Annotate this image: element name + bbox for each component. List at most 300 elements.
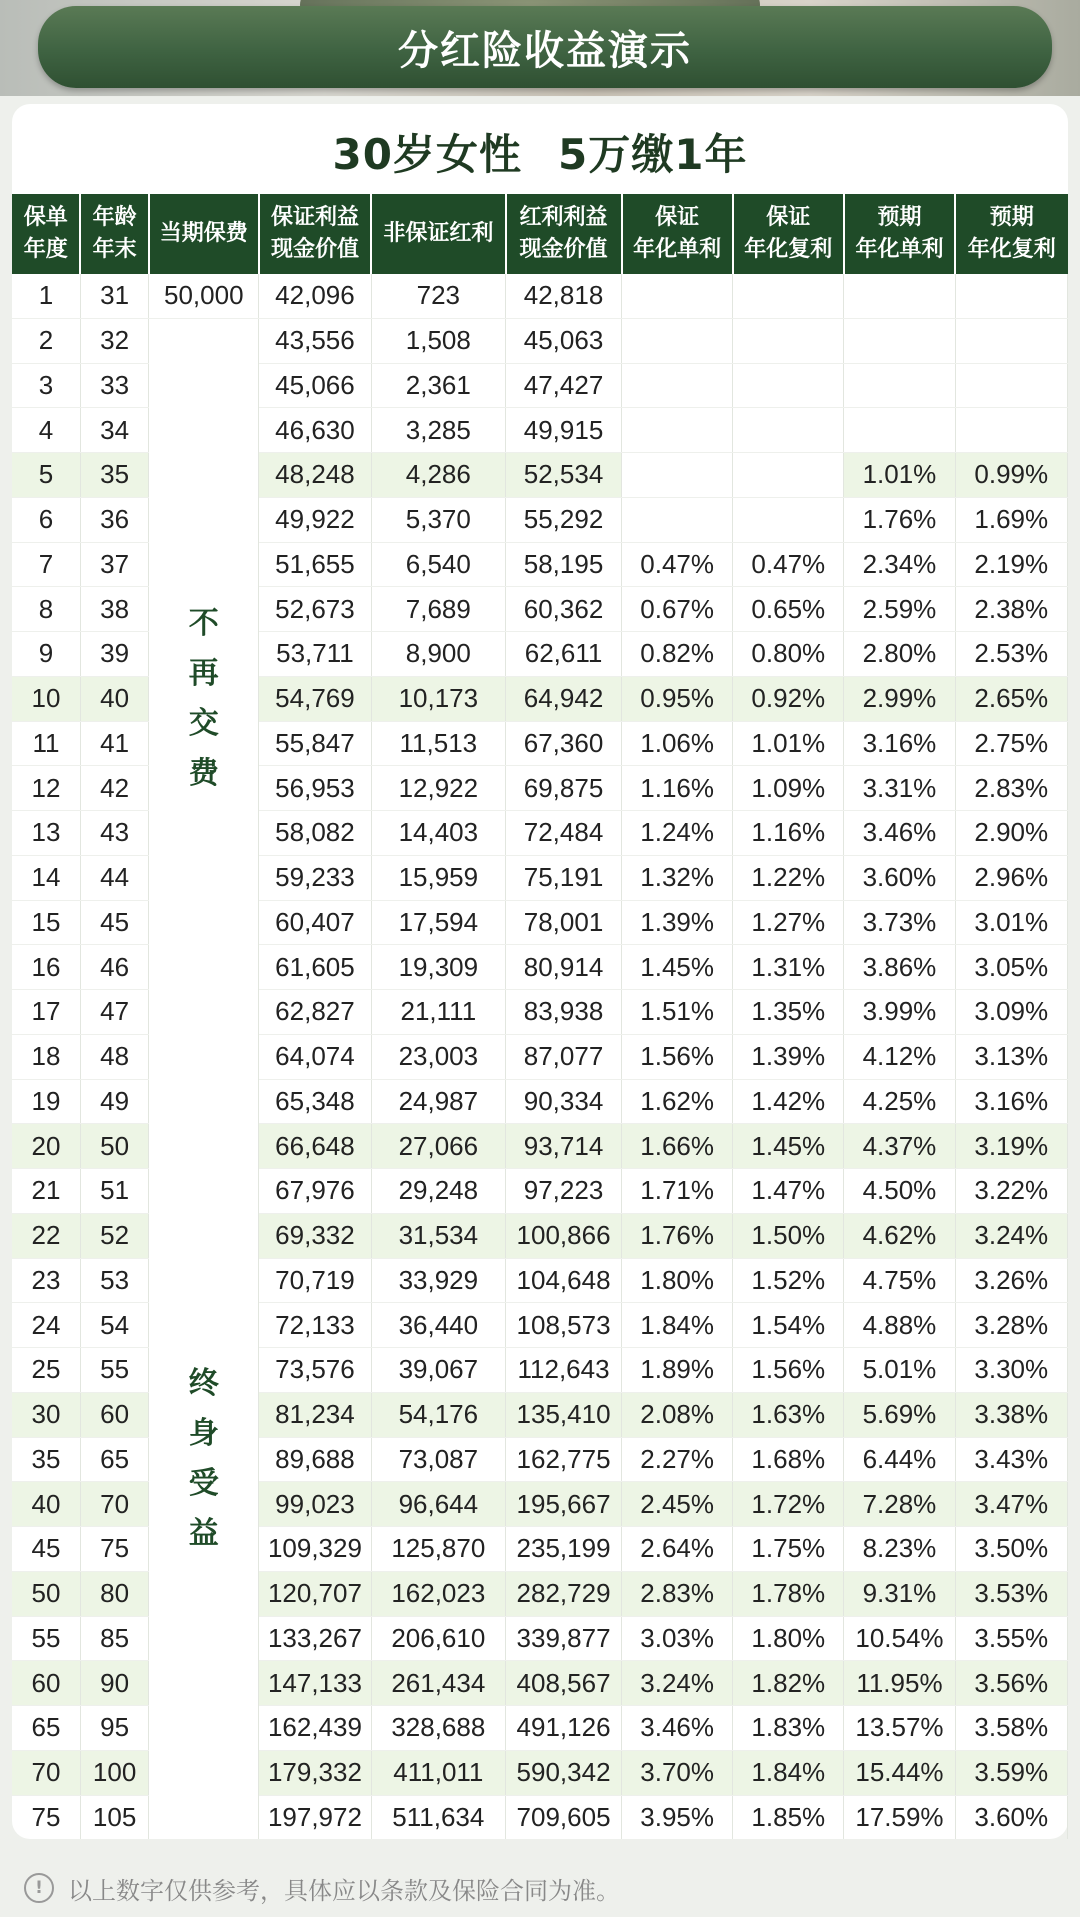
content-card — [12, 104, 1068, 1839]
expected-compound-rate-cell: 1.69% — [955, 497, 1067, 542]
policy-year-cell: 23 — [12, 1258, 80, 1303]
guaranteed-simple-rate-cell: 1.45% — [622, 945, 733, 990]
column-header-line: 非保证红利 — [383, 221, 494, 246]
dividend-cash-value-cell: 135,410 — [506, 1392, 622, 1437]
age-cell: 85 — [80, 1616, 148, 1661]
column-header — [259, 194, 371, 274]
policy-year-cell: 35 — [12, 1437, 80, 1482]
guaranteed-cash-value-cell: 51,655 — [259, 542, 371, 587]
age-cell: 105 — [80, 1795, 148, 1840]
table-header-row — [12, 194, 1068, 274]
column-header-line: 保证 — [766, 205, 811, 230]
premium-note-cell — [149, 318, 259, 1840]
subtitle-profile: 30岁女性 — [332, 130, 522, 179]
policy-year-cell: 17 — [12, 990, 80, 1035]
guaranteed-simple-rate-cell: 3.95% — [622, 1795, 733, 1840]
expected-simple-rate-cell: 2.59% — [844, 587, 955, 632]
expected-compound-rate-cell: 3.16% — [955, 1079, 1067, 1124]
age-cell: 31 — [80, 274, 148, 318]
age-cell: 95 — [80, 1706, 148, 1751]
guaranteed-simple-rate-cell: 1.39% — [622, 900, 733, 945]
policy-year-cell: 16 — [12, 945, 80, 990]
column-header-line: 预期 — [877, 205, 922, 230]
guaranteed-cash-value-cell: 162,439 — [259, 1706, 371, 1751]
age-cell: 48 — [80, 1034, 148, 1079]
dividend-cash-value-cell: 55,292 — [506, 497, 622, 542]
guaranteed-compound-rate-cell: 1.09% — [733, 766, 844, 811]
subtitle-plan: 5万缴1年 — [558, 130, 748, 179]
non-guaranteed-dividend-cell: 24,987 — [371, 1079, 505, 1124]
age-cell: 90 — [80, 1661, 148, 1706]
expected-compound-rate-cell: 3.55% — [955, 1616, 1067, 1661]
guaranteed-cash-value-cell: 53,711 — [259, 632, 371, 677]
column-header-line: 年化复利 — [967, 237, 1056, 262]
dividend-cash-value-cell: 108,573 — [506, 1303, 622, 1348]
lifetime-benefit-label: 终 身 受 益 — [188, 1367, 219, 1551]
subtitle — [12, 122, 1068, 182]
guaranteed-compound-rate-cell — [733, 408, 844, 453]
guaranteed-cash-value-cell: 62,827 — [259, 990, 371, 1035]
guaranteed-compound-rate-cell: 0.92% — [733, 676, 844, 721]
non-guaranteed-dividend-cell: 1,508 — [371, 318, 505, 363]
guaranteed-cash-value-cell: 52,673 — [259, 587, 371, 632]
guaranteed-cash-value-cell: 59,233 — [259, 855, 371, 900]
expected-simple-rate-cell: 3.99% — [844, 990, 955, 1035]
non-guaranteed-dividend-cell: 125,870 — [371, 1527, 505, 1572]
age-cell: 50 — [80, 1124, 148, 1169]
guaranteed-compound-rate-cell: 1.82% — [733, 1661, 844, 1706]
column-header-line: 年化单利 — [855, 237, 944, 262]
expected-simple-rate-cell: 9.31% — [844, 1571, 955, 1616]
non-guaranteed-dividend-cell: 6,540 — [371, 542, 505, 587]
expected-compound-rate-cell: 3.58% — [955, 1706, 1067, 1751]
dividend-cash-value-cell: 83,938 — [506, 990, 622, 1035]
guaranteed-compound-rate-cell: 1.78% — [733, 1571, 844, 1616]
age-cell: 38 — [80, 587, 148, 632]
age-cell: 80 — [80, 1571, 148, 1616]
expected-simple-rate-cell — [844, 318, 955, 363]
dividend-cash-value-cell: 42,818 — [506, 274, 622, 318]
expected-simple-rate-cell: 10.54% — [844, 1616, 955, 1661]
guaranteed-cash-value-cell: 46,630 — [259, 408, 371, 453]
column-header — [622, 194, 733, 274]
guaranteed-simple-rate-cell: 1.66% — [622, 1124, 733, 1169]
column-header-line: 现金价值 — [519, 237, 608, 262]
guaranteed-simple-rate-cell: 0.95% — [622, 676, 733, 721]
guaranteed-cash-value-cell: 72,133 — [259, 1303, 371, 1348]
guaranteed-compound-rate-cell — [733, 274, 844, 318]
guaranteed-compound-rate-cell — [733, 497, 844, 542]
non-guaranteed-dividend-cell: 14,403 — [371, 811, 505, 856]
guaranteed-simple-rate-cell: 2.64% — [622, 1527, 733, 1572]
disclaimer-text: 以上数字仅供参考，具体应以条款及保险合同为准。 — [68, 1876, 620, 1905]
disclaimer — [24, 1868, 620, 1908]
age-cell: 55 — [80, 1348, 148, 1393]
age-cell: 39 — [80, 632, 148, 677]
policy-year-cell: 4 — [12, 408, 80, 453]
non-guaranteed-dividend-cell: 2,361 — [371, 363, 505, 408]
age-cell: 70 — [80, 1482, 148, 1527]
guaranteed-compound-rate-cell: 1.22% — [733, 855, 844, 900]
policy-year-cell: 12 — [12, 766, 80, 811]
expected-compound-rate-cell: 2.19% — [955, 542, 1067, 587]
age-cell: 36 — [80, 497, 148, 542]
expected-compound-rate-cell: 3.53% — [955, 1571, 1067, 1616]
expected-compound-rate-cell: 2.96% — [955, 855, 1067, 900]
policy-year-cell: 30 — [12, 1392, 80, 1437]
non-guaranteed-dividend-cell: 29,248 — [371, 1169, 505, 1214]
non-guaranteed-dividend-cell: 19,309 — [371, 945, 505, 990]
policy-year-cell: 8 — [12, 587, 80, 632]
guaranteed-compound-rate-cell: 1.45% — [733, 1124, 844, 1169]
age-cell: 33 — [80, 363, 148, 408]
column-header-line: 红利利益 — [519, 205, 608, 230]
expected-simple-rate-cell: 5.69% — [844, 1392, 955, 1437]
expected-simple-rate-cell: 15.44% — [844, 1750, 955, 1795]
expected-simple-rate-cell: 6.44% — [844, 1437, 955, 1482]
expected-compound-rate-cell: 3.43% — [955, 1437, 1067, 1482]
guaranteed-compound-rate-cell: 1.27% — [733, 900, 844, 945]
guaranteed-simple-rate-cell — [622, 453, 733, 498]
expected-compound-rate-cell: 3.05% — [955, 945, 1067, 990]
expected-compound-rate-cell — [955, 408, 1067, 453]
column-header — [12, 194, 80, 274]
age-cell: 54 — [80, 1303, 148, 1348]
expected-simple-rate-cell: 4.75% — [844, 1258, 955, 1303]
dividend-cash-value-cell: 282,729 — [506, 1571, 622, 1616]
guaranteed-compound-rate-cell: 1.01% — [733, 721, 844, 766]
guaranteed-simple-rate-cell — [622, 318, 733, 363]
guaranteed-cash-value-cell: 64,074 — [259, 1034, 371, 1079]
non-guaranteed-dividend-cell: 36,440 — [371, 1303, 505, 1348]
non-guaranteed-dividend-cell: 31,534 — [371, 1213, 505, 1258]
age-cell: 60 — [80, 1392, 148, 1437]
guaranteed-cash-value-cell: 54,769 — [259, 676, 371, 721]
age-cell: 32 — [80, 318, 148, 363]
expected-simple-rate-cell: 2.99% — [844, 676, 955, 721]
dividend-cash-value-cell: 235,199 — [506, 1527, 622, 1572]
expected-simple-rate-cell — [844, 274, 955, 318]
guaranteed-cash-value-cell: 65,348 — [259, 1079, 371, 1124]
guaranteed-compound-rate-cell: 1.63% — [733, 1392, 844, 1437]
guaranteed-simple-rate-cell: 2.08% — [622, 1392, 733, 1437]
policy-year-cell: 60 — [12, 1661, 80, 1706]
policy-year-cell: 25 — [12, 1348, 80, 1393]
dividend-cash-value-cell: 67,360 — [506, 721, 622, 766]
expected-compound-rate-cell: 3.60% — [955, 1795, 1067, 1840]
guaranteed-simple-rate-cell: 3.03% — [622, 1616, 733, 1661]
expected-simple-rate-cell: 1.01% — [844, 453, 955, 498]
age-cell: 34 — [80, 408, 148, 453]
guaranteed-simple-rate-cell — [622, 408, 733, 453]
expected-compound-rate-cell: 3.01% — [955, 900, 1067, 945]
expected-compound-rate-cell: 2.65% — [955, 676, 1067, 721]
dividend-cash-value-cell: 49,915 — [506, 408, 622, 453]
age-cell: 45 — [80, 900, 148, 945]
guaranteed-cash-value-cell: 179,332 — [259, 1750, 371, 1795]
policy-year-cell: 9 — [12, 632, 80, 677]
expected-compound-rate-cell: 3.59% — [955, 1750, 1067, 1795]
column-header-line: 年化复利 — [744, 237, 833, 262]
expected-simple-rate-cell: 13.57% — [844, 1706, 955, 1751]
expected-compound-rate-cell: 3.28% — [955, 1303, 1067, 1348]
expected-compound-rate-cell: 3.26% — [955, 1258, 1067, 1303]
non-guaranteed-dividend-cell: 162,023 — [371, 1571, 505, 1616]
expected-compound-rate-cell: 3.50% — [955, 1527, 1067, 1572]
guaranteed-cash-value-cell: 60,407 — [259, 900, 371, 945]
dividend-cash-value-cell: 90,334 — [506, 1079, 622, 1124]
guaranteed-cash-value-cell: 147,133 — [259, 1661, 371, 1706]
non-guaranteed-dividend-cell: 3,285 — [371, 408, 505, 453]
dividend-cash-value-cell: 104,648 — [506, 1258, 622, 1303]
expected-simple-rate-cell: 3.60% — [844, 855, 955, 900]
expected-compound-rate-cell — [955, 274, 1067, 318]
expected-compound-rate-cell: 3.56% — [955, 1661, 1067, 1706]
guaranteed-compound-rate-cell: 1.72% — [733, 1482, 844, 1527]
guaranteed-cash-value-cell: 109,329 — [259, 1527, 371, 1572]
premium-cell: 50,000 — [149, 274, 259, 318]
non-guaranteed-dividend-cell: 54,176 — [371, 1392, 505, 1437]
policy-year-cell: 11 — [12, 721, 80, 766]
guaranteed-simple-rate-cell: 2.83% — [622, 1571, 733, 1616]
non-guaranteed-dividend-cell: 27,066 — [371, 1124, 505, 1169]
expected-simple-rate-cell: 8.23% — [844, 1527, 955, 1572]
guaranteed-cash-value-cell: 67,976 — [259, 1169, 371, 1214]
expected-compound-rate-cell: 3.13% — [955, 1034, 1067, 1079]
expected-simple-rate-cell: 4.37% — [844, 1124, 955, 1169]
guaranteed-compound-rate-cell: 1.75% — [733, 1527, 844, 1572]
no-more-payment-label: 不 再 交 费 — [188, 606, 219, 790]
guaranteed-compound-rate-cell: 1.35% — [733, 990, 844, 1035]
dividend-cash-value-cell: 75,191 — [506, 855, 622, 900]
expected-compound-rate-cell: 3.30% — [955, 1348, 1067, 1393]
guaranteed-simple-rate-cell: 1.51% — [622, 990, 733, 1035]
guaranteed-simple-rate-cell: 1.56% — [622, 1034, 733, 1079]
expected-simple-rate-cell: 2.34% — [844, 542, 955, 587]
expected-simple-rate-cell — [844, 408, 955, 453]
guaranteed-simple-rate-cell: 2.27% — [622, 1437, 733, 1482]
dividend-cash-value-cell: 47,427 — [506, 363, 622, 408]
policy-year-cell: 1 — [12, 274, 80, 318]
guaranteed-simple-rate-cell: 1.62% — [622, 1079, 733, 1124]
column-header — [80, 194, 148, 274]
guaranteed-compound-rate-cell: 1.80% — [733, 1616, 844, 1661]
column-header — [506, 194, 622, 274]
guaranteed-compound-rate-cell — [733, 318, 844, 363]
expected-compound-rate-cell: 3.09% — [955, 990, 1067, 1035]
policy-year-cell: 10 — [12, 676, 80, 721]
expected-simple-rate-cell: 3.46% — [844, 811, 955, 856]
non-guaranteed-dividend-cell: 73,087 — [371, 1437, 505, 1482]
dividend-cash-value-cell: 97,223 — [506, 1169, 622, 1214]
non-guaranteed-dividend-cell: 12,922 — [371, 766, 505, 811]
guaranteed-cash-value-cell: 66,648 — [259, 1124, 371, 1169]
policy-year-cell: 6 — [12, 497, 80, 542]
expected-compound-rate-cell: 3.22% — [955, 1169, 1067, 1214]
expected-compound-rate-cell: 3.24% — [955, 1213, 1067, 1258]
policy-year-cell: 19 — [12, 1079, 80, 1124]
dividend-cash-value-cell: 590,342 — [506, 1750, 622, 1795]
dividend-cash-value-cell: 62,611 — [506, 632, 622, 677]
age-cell: 43 — [80, 811, 148, 856]
guaranteed-cash-value-cell: 69,332 — [259, 1213, 371, 1258]
column-header-line: 年末 — [92, 237, 137, 262]
non-guaranteed-dividend-cell: 39,067 — [371, 1348, 505, 1393]
guaranteed-compound-rate-cell: 1.16% — [733, 811, 844, 856]
expected-simple-rate-cell: 4.62% — [844, 1213, 955, 1258]
guaranteed-compound-rate-cell: 1.68% — [733, 1437, 844, 1482]
guaranteed-simple-rate-cell — [622, 497, 733, 542]
column-header — [844, 194, 955, 274]
expected-simple-rate-cell: 2.80% — [844, 632, 955, 677]
guaranteed-cash-value-cell: 56,953 — [259, 766, 371, 811]
policy-year-cell: 20 — [12, 1124, 80, 1169]
guaranteed-compound-rate-cell — [733, 363, 844, 408]
non-guaranteed-dividend-cell: 11,513 — [371, 721, 505, 766]
dividend-cash-value-cell: 87,077 — [506, 1034, 622, 1079]
non-guaranteed-dividend-cell: 33,929 — [371, 1258, 505, 1303]
guaranteed-compound-rate-cell: 1.56% — [733, 1348, 844, 1393]
guaranteed-cash-value-cell: 43,556 — [259, 318, 371, 363]
age-cell: 40 — [80, 676, 148, 721]
dividend-cash-value-cell: 100,866 — [506, 1213, 622, 1258]
guaranteed-cash-value-cell: 81,234 — [259, 1392, 371, 1437]
age-cell: 35 — [80, 453, 148, 498]
column-header — [955, 194, 1067, 274]
guaranteed-simple-rate-cell: 1.32% — [622, 855, 733, 900]
guaranteed-simple-rate-cell: 3.70% — [622, 1750, 733, 1795]
non-guaranteed-dividend-cell: 4,286 — [371, 453, 505, 498]
policy-year-cell: 2 — [12, 318, 80, 363]
table-row — [12, 274, 1068, 318]
guaranteed-compound-rate-cell: 1.31% — [733, 945, 844, 990]
guaranteed-cash-value-cell: 197,972 — [259, 1795, 371, 1840]
guaranteed-compound-rate-cell: 1.54% — [733, 1303, 844, 1348]
guaranteed-simple-rate-cell: 3.24% — [622, 1661, 733, 1706]
guaranteed-compound-rate-cell: 0.47% — [733, 542, 844, 587]
column-header-line: 年度 — [23, 237, 68, 262]
policy-year-cell: 15 — [12, 900, 80, 945]
policy-year-cell: 13 — [12, 811, 80, 856]
guaranteed-cash-value-cell: 99,023 — [259, 1482, 371, 1527]
age-cell: 65 — [80, 1437, 148, 1482]
expected-simple-rate-cell: 4.25% — [844, 1079, 955, 1124]
guaranteed-cash-value-cell: 133,267 — [259, 1616, 371, 1661]
expected-simple-rate-cell: 4.88% — [844, 1303, 955, 1348]
policy-year-cell: 14 — [12, 855, 80, 900]
page-title: 分红险收益演示 — [398, 27, 692, 74]
policy-year-cell: 50 — [12, 1571, 80, 1616]
dividend-cash-value-cell: 112,643 — [506, 1348, 622, 1393]
policy-year-cell: 75 — [12, 1795, 80, 1840]
expected-compound-rate-cell — [955, 363, 1067, 408]
non-guaranteed-dividend-cell: 511,634 — [371, 1795, 505, 1840]
column-header — [733, 194, 844, 274]
guaranteed-cash-value-cell: 55,847 — [259, 721, 371, 766]
non-guaranteed-dividend-cell: 723 — [371, 274, 505, 318]
column-header-line: 保单 — [23, 205, 68, 230]
guaranteed-cash-value-cell: 89,688 — [259, 1437, 371, 1482]
guaranteed-simple-rate-cell: 2.45% — [622, 1482, 733, 1527]
dividend-cash-value-cell: 80,914 — [506, 945, 622, 990]
dividend-cash-value-cell: 52,534 — [506, 453, 622, 498]
age-cell: 51 — [80, 1169, 148, 1214]
table-body — [12, 274, 1068, 1840]
expected-compound-rate-cell: 2.90% — [955, 811, 1067, 856]
guaranteed-compound-rate-cell: 1.84% — [733, 1750, 844, 1795]
guaranteed-simple-rate-cell: 1.80% — [622, 1258, 733, 1303]
info-icon: ! — [24, 1873, 54, 1903]
expected-simple-rate-cell: 17.59% — [844, 1795, 955, 1840]
non-guaranteed-dividend-cell: 7,689 — [371, 587, 505, 632]
dividend-cash-value-cell: 78,001 — [506, 900, 622, 945]
guaranteed-cash-value-cell: 48,248 — [259, 453, 371, 498]
column-header-line: 年化单利 — [633, 237, 722, 262]
expected-simple-rate-cell: 3.73% — [844, 900, 955, 945]
expected-compound-rate-cell: 0.99% — [955, 453, 1067, 498]
age-cell: 47 — [80, 990, 148, 1035]
guaranteed-simple-rate-cell: 0.67% — [622, 587, 733, 632]
age-cell: 42 — [80, 766, 148, 811]
guaranteed-compound-rate-cell: 0.80% — [733, 632, 844, 677]
non-guaranteed-dividend-cell: 15,959 — [371, 855, 505, 900]
expected-simple-rate-cell: 7.28% — [844, 1482, 955, 1527]
policy-year-cell: 7 — [12, 542, 80, 587]
expected-compound-rate-cell: 3.19% — [955, 1124, 1067, 1169]
expected-simple-rate-cell: 11.95% — [844, 1661, 955, 1706]
guaranteed-cash-value-cell: 49,922 — [259, 497, 371, 542]
expected-simple-rate-cell: 4.12% — [844, 1034, 955, 1079]
age-cell: 41 — [80, 721, 148, 766]
policy-year-cell: 65 — [12, 1706, 80, 1751]
dividend-cash-value-cell: 491,126 — [506, 1706, 622, 1751]
column-header-line: 现金价值 — [270, 237, 359, 262]
policy-year-cell: 5 — [12, 453, 80, 498]
policy-year-cell: 21 — [12, 1169, 80, 1214]
guaranteed-simple-rate-cell: 1.76% — [622, 1213, 733, 1258]
expected-compound-rate-cell: 2.75% — [955, 721, 1067, 766]
expected-simple-rate-cell: 1.76% — [844, 497, 955, 542]
age-cell: 46 — [80, 945, 148, 990]
age-cell: 49 — [80, 1079, 148, 1124]
guaranteed-cash-value-cell: 120,707 — [259, 1571, 371, 1616]
expected-compound-rate-cell: 2.38% — [955, 587, 1067, 632]
non-guaranteed-dividend-cell: 261,434 — [371, 1661, 505, 1706]
column-header-line: 年龄 — [92, 205, 137, 230]
guaranteed-compound-rate-cell: 0.65% — [733, 587, 844, 632]
guaranteed-compound-rate-cell: 1.52% — [733, 1258, 844, 1303]
dividend-cash-value-cell: 93,714 — [506, 1124, 622, 1169]
non-guaranteed-dividend-cell: 17,594 — [371, 900, 505, 945]
expected-compound-rate-cell: 2.83% — [955, 766, 1067, 811]
guaranteed-compound-rate-cell: 1.39% — [733, 1034, 844, 1079]
expected-simple-rate-cell: 3.16% — [844, 721, 955, 766]
dividend-cash-value-cell: 709,605 — [506, 1795, 622, 1840]
non-guaranteed-dividend-cell: 21,111 — [371, 990, 505, 1035]
guaranteed-simple-rate-cell: 1.71% — [622, 1169, 733, 1214]
guaranteed-simple-rate-cell: 1.06% — [622, 721, 733, 766]
guaranteed-simple-rate-cell: 1.16% — [622, 766, 733, 811]
guaranteed-simple-rate-cell: 3.46% — [622, 1706, 733, 1751]
age-cell: 37 — [80, 542, 148, 587]
non-guaranteed-dividend-cell: 23,003 — [371, 1034, 505, 1079]
column-header-line: 保证 — [655, 205, 700, 230]
dividend-cash-value-cell: 162,775 — [506, 1437, 622, 1482]
benefit-table — [12, 194, 1068, 1840]
dividend-cash-value-cell: 408,567 — [506, 1661, 622, 1706]
non-guaranteed-dividend-cell: 5,370 — [371, 497, 505, 542]
guaranteed-cash-value-cell: 73,576 — [259, 1348, 371, 1393]
